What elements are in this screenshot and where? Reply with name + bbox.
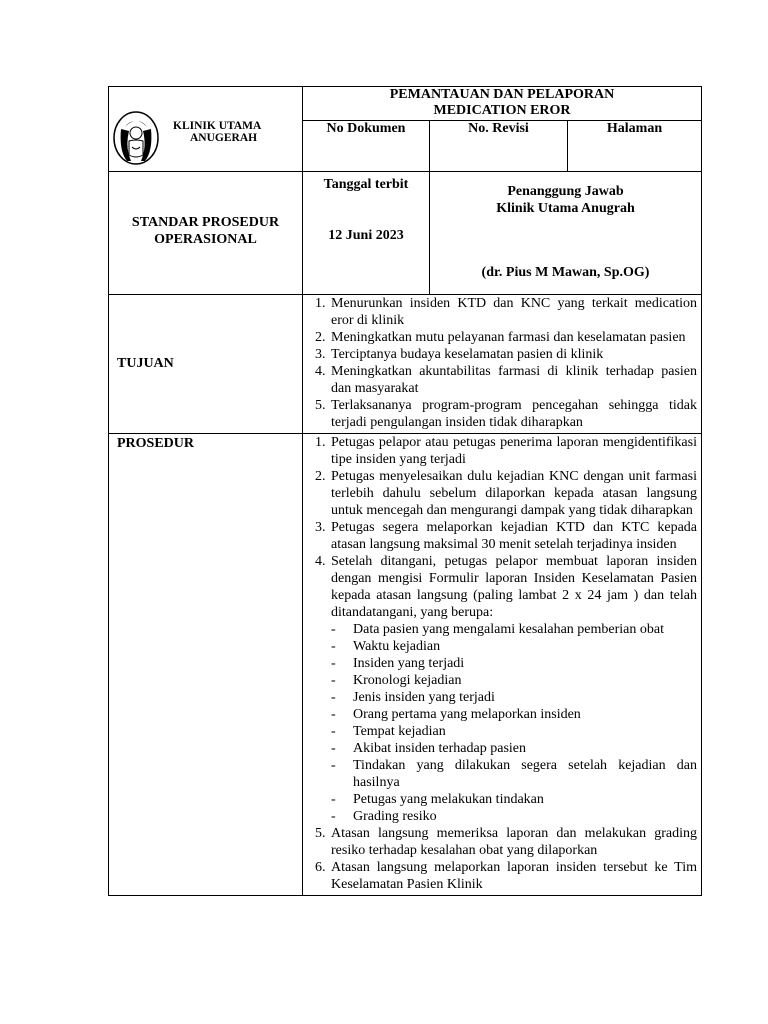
document-title-line1: PEMANTAUAN DAN PELAPORAN [389, 87, 615, 102]
clinic-logo-cell [109, 87, 303, 172]
sop-label-line1: STANDAR PROSEDUR [131, 215, 280, 230]
report-content-item: - Petugas yang melakukan tindakan [353, 791, 697, 808]
prosedur-item [329, 553, 697, 825]
document-title-line2: MEDICATION EROR [433, 103, 571, 118]
clinic-name-line2: ANUGERAH [190, 132, 258, 144]
sop-label-line2: OPERASIONAL [154, 232, 257, 247]
tanggal-terbit-value: 12 Juni 2023 [328, 228, 404, 243]
no-dokumen-header: No Dokumen [303, 121, 430, 172]
tujuan-list [303, 295, 701, 431]
prosedur-item: 6. Atasan langsung melaporkan laporan insiden tersebut ke Tim Keselamatan Pasien Klinik [329, 859, 697, 893]
report-content-item: - Jenis insiden yang terjadi [353, 689, 697, 706]
tujuan-item: 3. Terciptanya budaya keselamatan pasien di klinik [329, 346, 697, 363]
tujuan-content [303, 295, 702, 434]
prosedur-list [303, 434, 701, 893]
prosedur-item: 1. Petugas pelapor atau petugas penerima laporan mengidentifikasi tipe insiden yang terjadi [329, 434, 697, 468]
sop-document-table [108, 86, 702, 896]
tujuan-item: 5. Terlaksananya program-program pencegahan sehingga tidak terjadi pengulangan insiden tidak diharapkan [329, 397, 697, 431]
report-content-item: - Orang pertama yang melaporkan insiden [353, 706, 697, 723]
prosedur-label: PROSEDUR [109, 434, 303, 896]
prosedur-content [303, 434, 702, 896]
prosedur-item: 5. Atasan langsung memeriksa laporan dan melakukan grading resiko terhadap kesalahan obat yang dilaporkan [329, 825, 697, 859]
report-content-item: - Akibat insiden terhadap pasien [353, 740, 697, 757]
penanggung-jawab-org: Klinik Utama Anugrah [496, 201, 635, 216]
sop-label [109, 172, 303, 295]
clinic-logo-icon [113, 111, 159, 165]
report-content-item: - Waktu kejadian [353, 638, 697, 655]
penanggung-jawab-cell [430, 172, 702, 295]
report-content-item: - Tindakan yang dilakukan segera setelah kejadian dan hasilnya [353, 757, 697, 791]
report-content-item: - Grading resiko [353, 808, 697, 825]
tujuan-item: 4. Meningkatkan akuntabilitas farmasi di klinik terhadap pasien dan masyarakat [329, 363, 697, 397]
prosedur-item-text: Setelah ditangani, petugas pelapor membuat laporan insiden dengan mengisi Formulir laporan Insiden Keselamatan Pasien kepada atasan langsung (paling lambat 2 x 24 jam ) dan telah ditandatangani, yang berupa: [331, 554, 697, 620]
tujuan-item: 1. Menurunkan insiden KTD dan KNC yang terkait medication eror di klinik [329, 295, 697, 329]
report-content-item: - Data pasien yang mengalami kesalahan pemberian obat [353, 621, 697, 638]
penanggung-jawab-label: Penanggung Jawab [507, 184, 624, 199]
prosedur-item: 2. Petugas menyelesaikan dulu kejadian KNC dengan unit farmasi terlebih dahulu sebelum dilaporkan kepada atasan langsung untuk mencegah dan mengurangi dampak yang tidak diharapkan [329, 468, 697, 519]
clinic-name [173, 120, 261, 144]
report-content-item: - Insiden yang terjadi [353, 655, 697, 672]
tanggal-terbit-label: Tanggal terbit [323, 177, 409, 192]
document-title [303, 87, 702, 121]
penanggung-jawab-name: (dr. Pius M Mawan, Sp.OG) [481, 265, 650, 280]
tanggal-terbit-cell [303, 172, 430, 295]
clinic-name-line1: KLINIK UTAMA [173, 120, 262, 132]
prosedur-item: 3. Petugas segera melaporkan kejadian KTD dan KTC kepada atasan langsung maksimal 30 menit setelah terjadinya insiden [329, 519, 697, 553]
no-revisi-header: No. Revisi [430, 121, 568, 172]
tujuan-label: TUJUAN [109, 295, 303, 434]
report-content-list [331, 621, 697, 825]
tujuan-item: 2. Meningkatkan mutu pelayanan farmasi dan keselamatan pasien [329, 329, 697, 346]
halaman-header: Halaman [568, 121, 702, 172]
report-content-item: - Kronologi kejadian [353, 672, 697, 689]
report-content-item: - Tempat kejadian [353, 723, 697, 740]
